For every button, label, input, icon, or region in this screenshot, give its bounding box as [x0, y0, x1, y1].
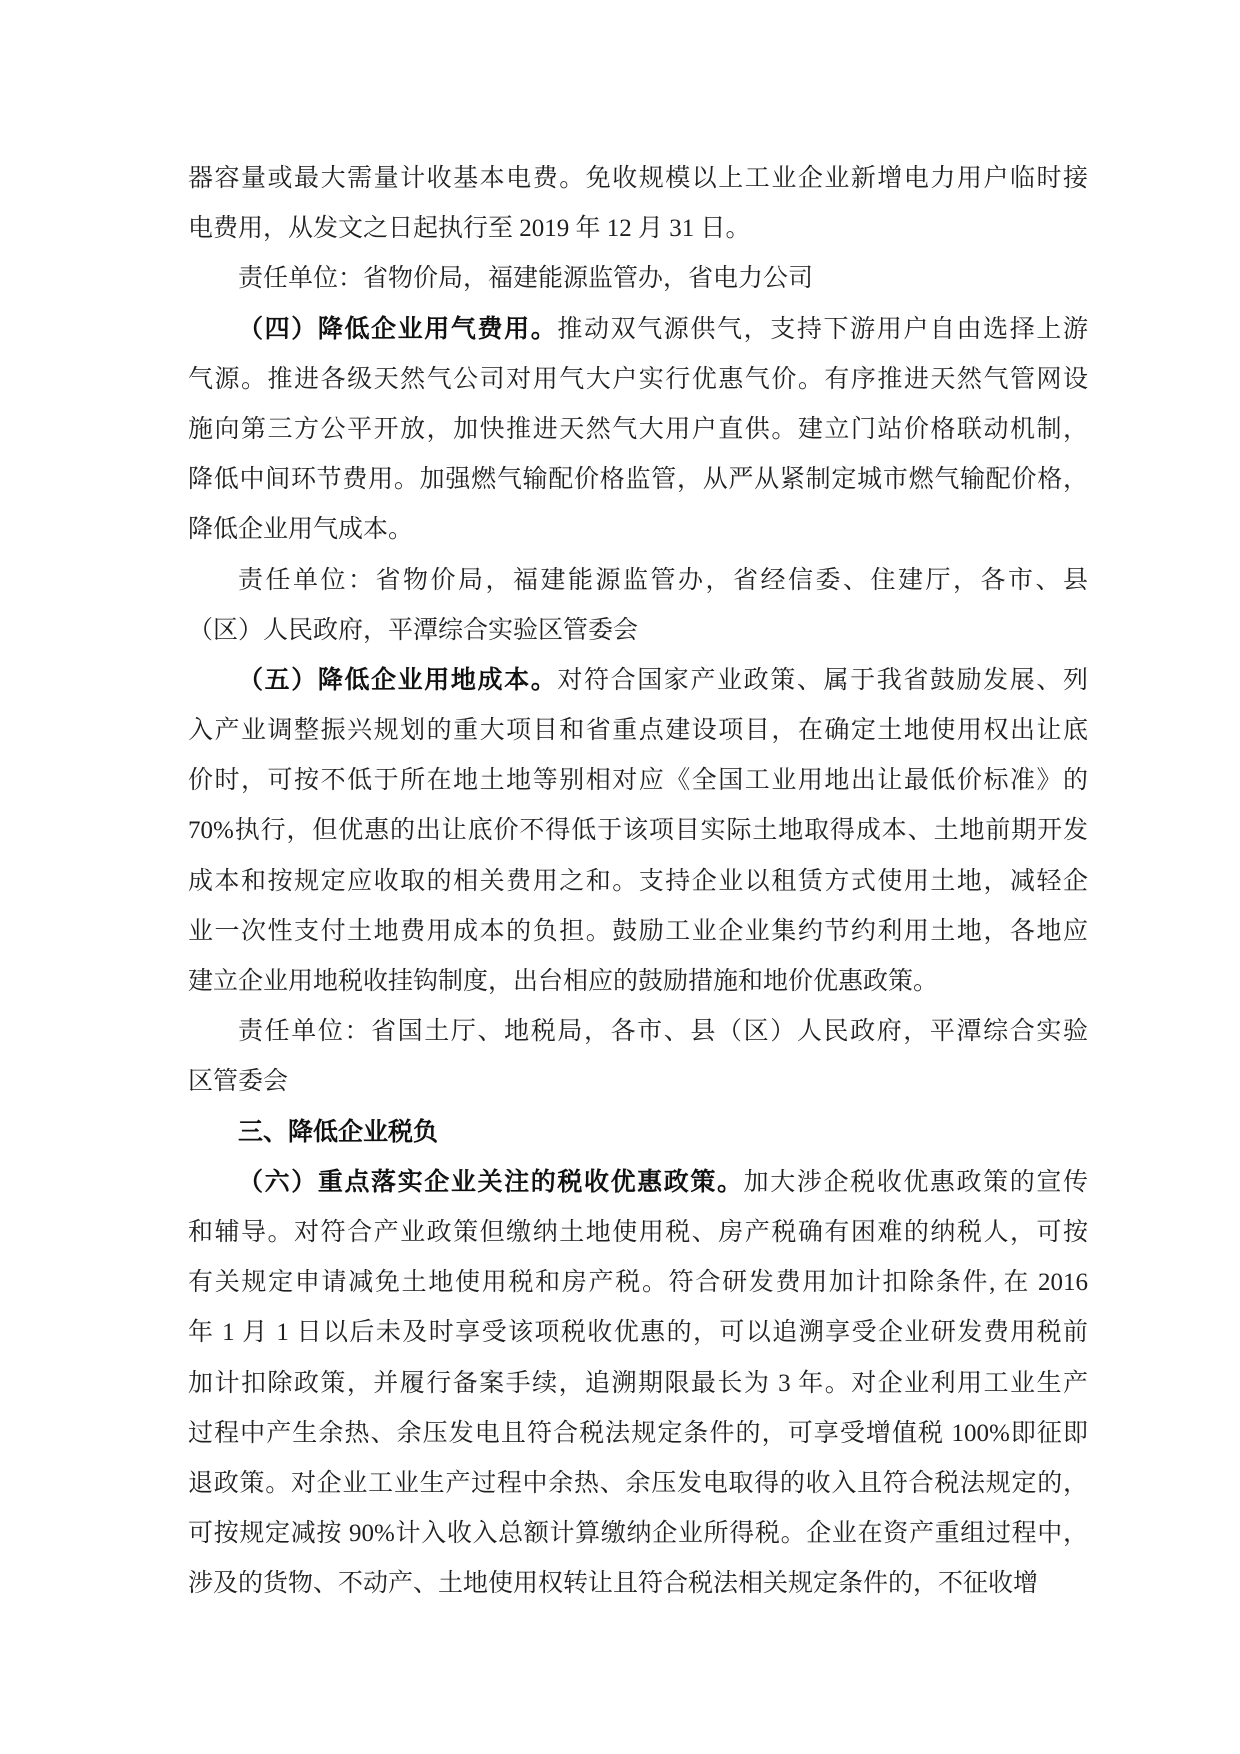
text-line	[188, 305, 1088, 355]
text-run: 成本和按规定应收取的相关费用之和。支持企业以租赁方式使用土地，减轻企	[188, 867, 1088, 895]
text-line	[188, 355, 1088, 405]
text-run: 施向第三方公平开放，加快推进天然气大用户直供。建立门站价格联动机制，	[188, 415, 1088, 443]
text-run: 降低企业用气成本。	[188, 516, 414, 544]
text-run: 年 1 月 1 日以后未及时享受该项税收优惠的，可以追溯享受企业研发费用税前	[188, 1319, 1088, 1347]
text-run: 降低中间环节费用。加强燃气输配价格监管，从严从紧制定城市燃气输配价格，	[188, 466, 1088, 494]
text-run: 责任单位：省国土厅、地税局，各市、县（区）人民政府，平潭综合实验	[238, 1018, 1088, 1046]
heading-run: （四）降低企业用气费用。	[238, 315, 558, 343]
text-run: 入产业调整振兴规划的重大项目和省重点建设项目，在确定土地使用权出让底	[188, 717, 1088, 745]
heading-run: （五）降低企业用地成本。	[238, 666, 558, 694]
text-line	[188, 1409, 1088, 1459]
text-run: 和辅导。对符合产业政策但缴纳土地使用税、房产税确有困难的纳税人，可按	[188, 1218, 1088, 1246]
document-body	[188, 154, 1088, 1609]
text-run: 业一次性支付土地费用成本的负担。鼓励工业企业集约节约利用土地，各地应	[188, 917, 1088, 945]
text-line	[188, 1108, 1088, 1158]
text-run: 建立企业用地税收挂钩制度，出台相应的鼓励措施和地价优惠政策。	[188, 968, 939, 995]
text-run: 责任单位：省物价局，福建能源监管办，省电力公司	[238, 265, 814, 293]
text-line	[188, 806, 1088, 856]
text-line	[188, 1208, 1088, 1258]
text-run: 过程中产生余热、余压发电且符合税法规定条件的，可享受增值税 100%即征即	[188, 1419, 1088, 1447]
text-run: 区管委会	[188, 1068, 289, 1096]
text-run: 可按规定减按 90%计入收入总额计算缴纳企业所得税。企业在资产重组过程中，	[188, 1520, 1088, 1548]
text-run: 电费用，从发文之日起执行至 2019 年 12 月 31 日。	[188, 215, 751, 243]
text-line	[188, 455, 1088, 505]
text-run: 加大涉企税收优惠政策的宣传	[743, 1168, 1088, 1196]
text-run: 涉及的货物、不动产、土地使用权转让且符合税法相关规定条件的，不征收增	[188, 1570, 1039, 1598]
text-line	[188, 957, 1088, 1007]
text-run: 气源。推进各级天然气公司对用气大户实行优惠气价。有序推进天然气管网设	[188, 365, 1088, 393]
text-line	[188, 405, 1088, 455]
text-line	[188, 254, 1088, 304]
text-line	[188, 1007, 1088, 1057]
text-run: 器容量或最大需量计收基本电费。免收规模以上工业企业新增电力用户临时接	[188, 165, 1088, 192]
text-line	[188, 857, 1088, 907]
text-line	[188, 1509, 1088, 1559]
text-run: 推动双气源供气，支持下游用户自由选择上游	[557, 315, 1088, 343]
heading-run: 三、降低企业税负	[238, 1118, 439, 1146]
text-line	[188, 606, 1088, 656]
text-run: 加计扣除政策，并履行备案手续，追溯期限最长为 3 年。对企业利用工业生产	[188, 1369, 1088, 1397]
text-line	[188, 204, 1088, 254]
text-run: 退政策。对企业工业生产过程中余热、余压发电取得的收入且符合税法规定的，	[188, 1469, 1088, 1497]
text-line	[188, 1057, 1088, 1107]
text-run: 70%执行，但优惠的出让底价不得低于该项目实际土地取得成本、土地前期开发	[188, 817, 1088, 845]
text-line	[188, 556, 1088, 606]
text-run: 责任单位：省物价局，福建能源监管办，省经信委、住建厅，各市、县	[238, 566, 1088, 594]
text-run: （区）人民政府，平潭综合实验区管委会	[188, 616, 639, 644]
text-line	[188, 505, 1088, 555]
text-line	[188, 1308, 1088, 1358]
text-line	[188, 756, 1088, 806]
text-run: 价时，可按不低于所在地土地等别相对应《全国工业用地出让最低价标准》的	[188, 767, 1088, 795]
heading-run: （六）重点落实企业关注的税收优惠政策。	[238, 1168, 744, 1196]
text-line	[188, 1559, 1088, 1609]
text-line	[188, 154, 1088, 204]
text-line	[188, 1158, 1088, 1208]
text-run: 对符合国家产业政策、属于我省鼓励发展、列	[557, 666, 1088, 694]
text-line	[188, 1359, 1088, 1409]
text-line	[188, 907, 1088, 957]
text-line	[188, 706, 1088, 756]
text-line	[188, 1459, 1088, 1509]
text-line	[188, 656, 1088, 706]
text-run: 有关规定申请减免土地使用税和房产税。符合研发费用加计扣除条件, 在 2016	[188, 1269, 1088, 1297]
text-line	[188, 1258, 1088, 1308]
